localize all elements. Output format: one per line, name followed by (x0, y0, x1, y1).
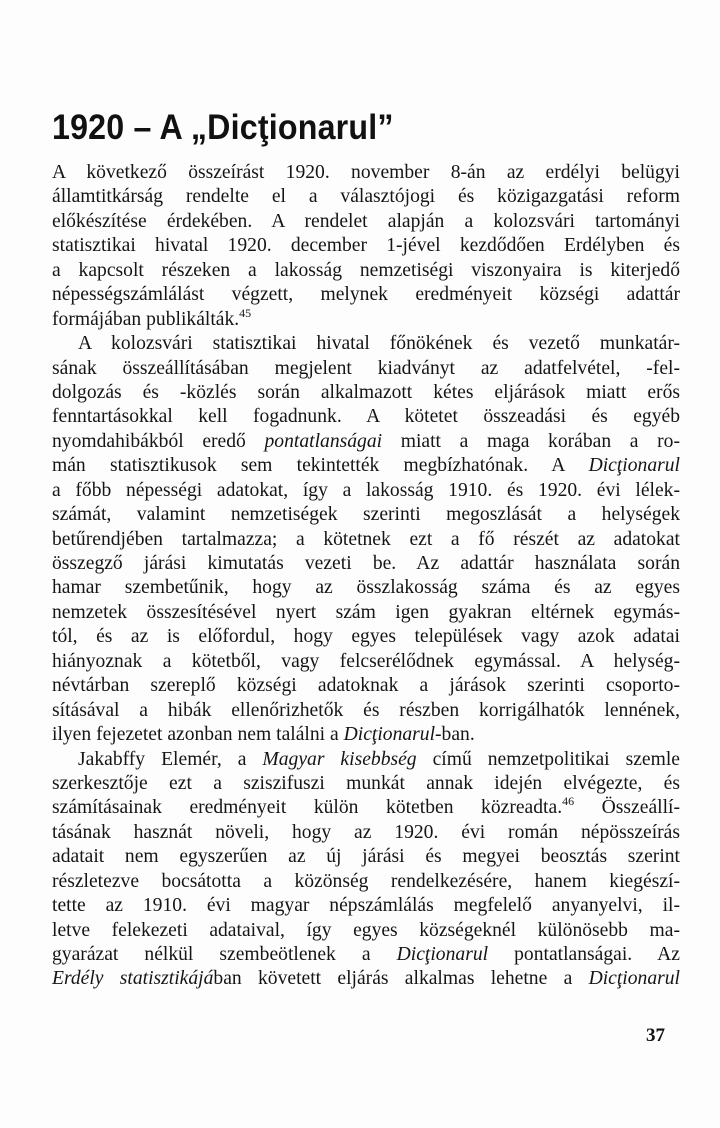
footnote-marker: 45 (239, 305, 252, 320)
line-text: államtitkárság rendelte el a választójogi és közigazgatási reform (52, 186, 680, 208)
italic-text: pontatlanságai (264, 430, 383, 452)
text-line (52, 357, 680, 381)
page-number: 37 (646, 1025, 665, 1046)
body-text (52, 161, 680, 992)
line-text: adatait nem egyszerűen az új járási és megyei beosztás szerint (52, 846, 680, 868)
line-text: számításainak eredményeit külön kötetben közreadta. (52, 797, 563, 819)
line-text: nyomdahibákból eredő (52, 430, 265, 452)
text-line (52, 625, 680, 649)
text-line (52, 283, 680, 307)
text-line (52, 650, 680, 674)
italic-text: Dicţionarul (588, 455, 680, 477)
text-line (52, 699, 680, 723)
text-line (52, 748, 680, 772)
line-text: A következő összeírást 1920. november 8-án az erdélyi belügyi (52, 162, 680, 183)
line-text: a kapcsolt részeken a lakosság nemzetiségi viszonyaira is kiterjedő (52, 259, 680, 281)
text-line (52, 601, 680, 625)
line-text: összegző járási kimutatás vezeti be. Az adattár használata során (52, 553, 680, 574)
line-text: népességszámlálást végzett, melynek eredményeit községi adattár (52, 284, 680, 306)
text-line (52, 894, 680, 918)
line-text: Jakabffy Elemér, a (78, 748, 263, 770)
text-line (52, 454, 680, 478)
text-line (52, 772, 680, 796)
chapter-heading: 1920 – A „Dicţionarul” (52, 108, 394, 147)
line-text: tette az 1910. évi magyar népszámlálás megfelelő anyanyelvi, il- (52, 895, 680, 917)
italic-text: Dicţionarul (343, 724, 436, 746)
line-text: pontatlanságai. Az (488, 944, 680, 965)
text-line (52, 259, 680, 283)
line-text: tól, és az is előfordul, hogy egyes települések vagy azok adatai (52, 626, 680, 648)
text-line (52, 674, 680, 698)
text-line (52, 430, 680, 454)
line-text: Összeállí- (574, 797, 680, 819)
italic-text: Erdély statisztikájá (52, 968, 214, 990)
line-text: ban követett eljárás alkalmas lehetne a (213, 968, 589, 990)
text-line (52, 943, 680, 967)
text-line (52, 576, 680, 600)
line-text: tásának hasznát növeli, hogy az 1920. évi román népösszeírás (52, 821, 680, 843)
line-text: betűrendjében tartalmazza; a kötetnek ezt a fő részét az adatokat (52, 528, 680, 550)
line-text: dolgozás és -közlés során alkalmazott kétes eljárások miatt erős (52, 381, 680, 403)
line-text: gyarázat nélkül szembeötlenek a (52, 944, 397, 965)
text-line (52, 185, 680, 209)
text-line (52, 210, 680, 234)
line-text: előkészítése érdekében. A rendelet alapján a kolozsvári tartományi (52, 210, 680, 232)
line-text: mán statisztikusok sem tekintették megbízhatónak. A (52, 455, 589, 477)
line-text: fenntartásokkal kell fogadnunk. A kötetet összeadási és egyéb (52, 406, 680, 428)
text-line (52, 821, 680, 845)
line-text: hamar szembetűnik, hogy az összlakosság száma és az egyes (52, 577, 680, 599)
line-text: részletezve bocsátotta a közönség rendelkezésére, hanem kiegészí- (52, 870, 680, 892)
text-line (52, 528, 680, 552)
footnote-marker: 46 (562, 794, 575, 809)
text-line (52, 381, 680, 405)
text-line (52, 332, 680, 356)
text-line (52, 161, 680, 185)
text-line (52, 919, 680, 943)
italic-text: Dicţionarul (588, 968, 680, 990)
line-text: A kolozsvári statisztikai hivatal főnökének és vezető munkatár- (78, 333, 680, 355)
text-line (52, 234, 680, 258)
line-text: formájában publikálták. (52, 308, 240, 330)
text-line (52, 305, 680, 332)
line-text: miatt a maga korában a ro- (382, 430, 680, 452)
line-text: sának összeállításában megjelent kiadványt az adatfelvétel, -fel- (52, 357, 680, 379)
line-text: letve felekezeti adataival, így egyes községeknél különösebb ma- (52, 919, 680, 941)
text-line (52, 967, 680, 991)
line-text: statisztikai hivatal 1920. december 1-jével kezdődően Erdélyben és (52, 235, 680, 257)
line-text: sításával a hibák ellenőrizhetők és részben korrigálhatók lennének, (52, 699, 680, 721)
italic-text: Dicţionarul (396, 944, 489, 965)
text-line (52, 796, 680, 820)
line-text: ilyen fejezetet azonban nem találni a (52, 724, 344, 746)
text-line (52, 723, 680, 747)
line-text: hiányoznak a kötetből, vagy felcserélődnek egymással. A helység- (52, 650, 680, 672)
text-line (52, 552, 680, 576)
text-line (52, 503, 680, 527)
text-line (52, 479, 680, 503)
line-text: számát, valamint nemzetiségek szerinti megoszlását a helységek (52, 504, 680, 526)
italic-text: Magyar kisebbség (262, 748, 417, 770)
text-line (52, 845, 680, 869)
line-text: -ban. (435, 724, 475, 746)
line-text: című nemzetpolitikai szemle (416, 748, 680, 770)
text-line (52, 405, 680, 429)
line-text: a főbb népességi adatokat, így a lakosság 1910. és 1920. évi lélek- (52, 479, 680, 501)
line-text: szerkesztője ezt a sziszifuszi munkát annak idején elvégezte, és (52, 772, 680, 794)
line-text: nemzetek összesítésével nyert szám igen gyakran eltérnek egymás- (52, 601, 680, 623)
line-text: névtárban szereplő községi adatoknak a járások szerinti csoporto- (52, 675, 680, 697)
text-line (52, 870, 680, 894)
